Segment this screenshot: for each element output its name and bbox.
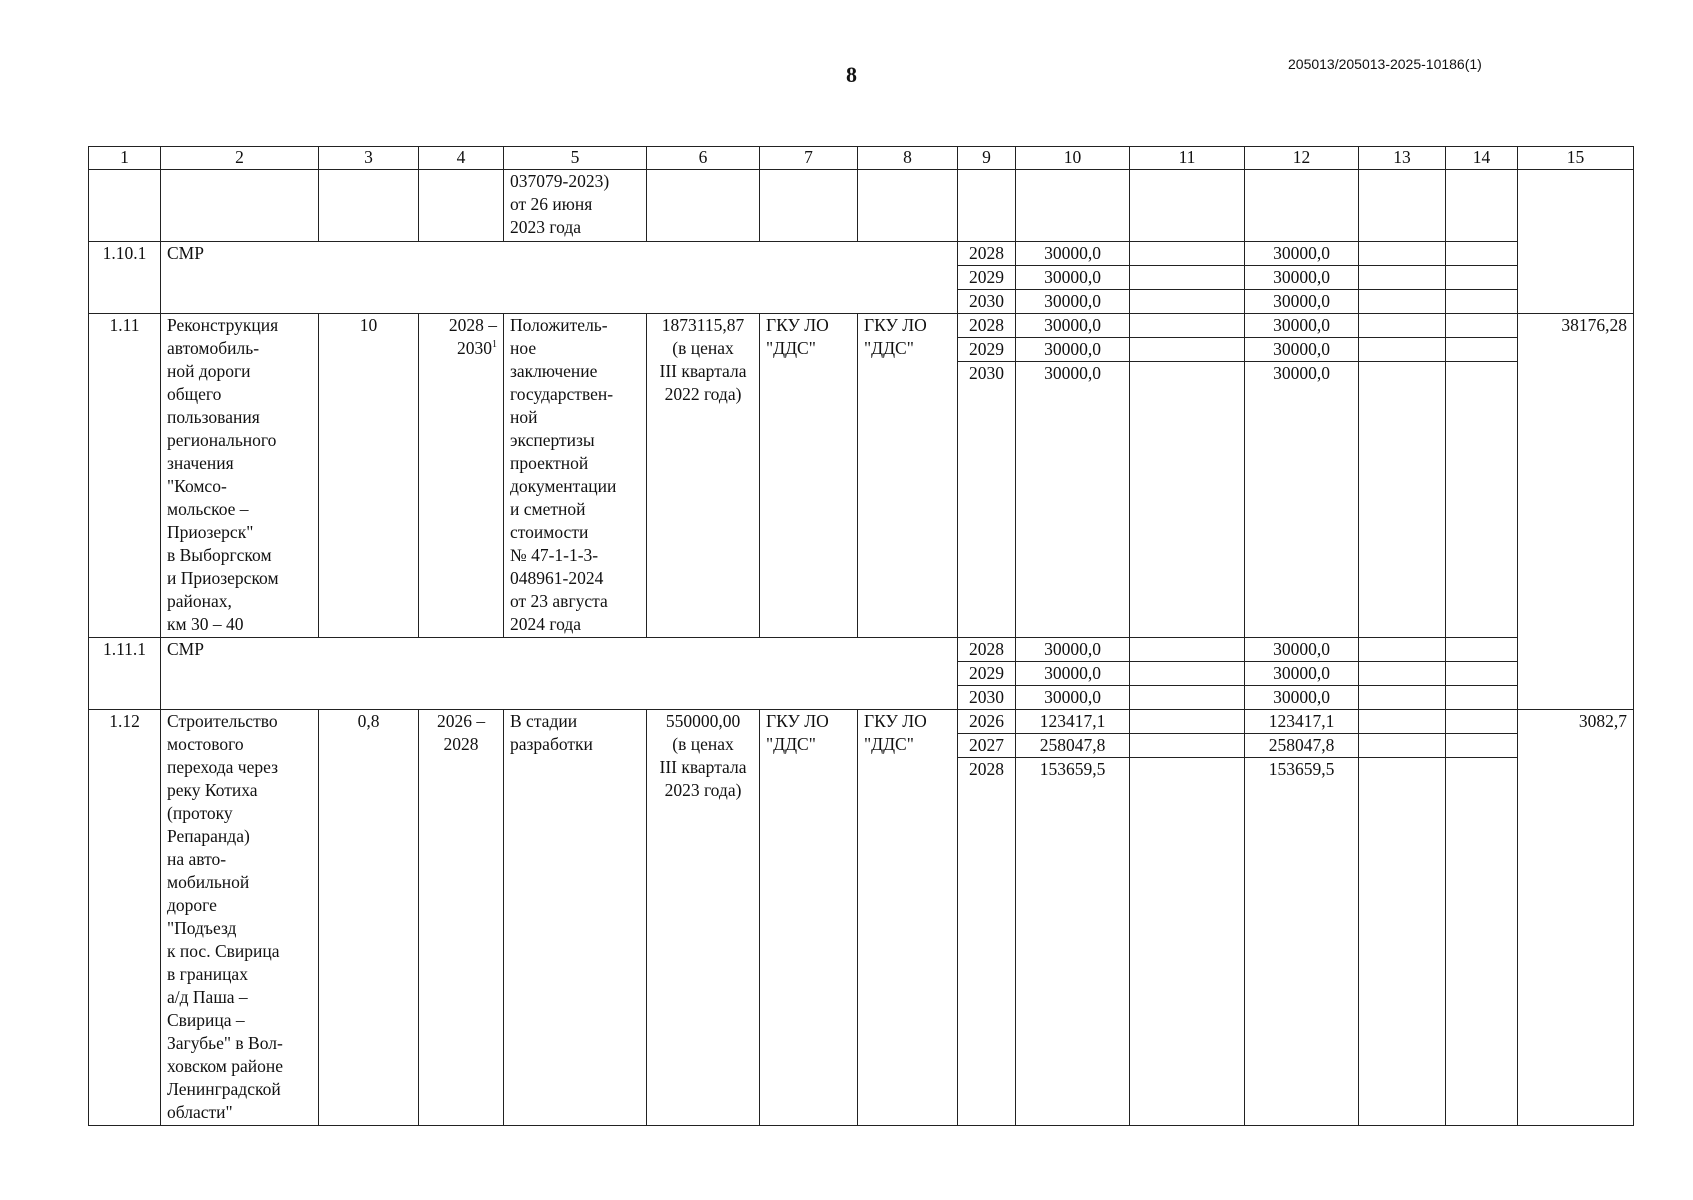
value-cell: 258047,8	[1245, 734, 1359, 758]
cell	[1446, 242, 1518, 266]
header-cell: 2	[161, 147, 319, 170]
text-line: "ДДС"	[766, 734, 816, 754]
cell	[858, 170, 958, 242]
cell	[1130, 662, 1245, 686]
year-cell: 2027	[958, 734, 1016, 758]
value-cell: 123417,1	[1245, 710, 1359, 734]
text-line: "ДДС"	[864, 734, 914, 754]
continued-conclusion	[504, 170, 647, 242]
header-cell: 8	[858, 147, 958, 170]
value-cell: 30000,0	[1016, 242, 1130, 266]
value-cell: 30000,0	[1016, 266, 1130, 290]
text-line: в Выборгском	[167, 545, 272, 565]
text-line: автомобиль-	[167, 338, 260, 358]
value-cell: 258047,8	[1016, 734, 1130, 758]
estimated-cost	[647, 710, 760, 1126]
period-end: 2028	[443, 734, 479, 754]
cell	[958, 170, 1016, 242]
text-line: документации	[510, 476, 617, 496]
cell	[760, 170, 858, 242]
text-line: ГКУ ЛО	[766, 315, 829, 335]
text-line: "ДДС"	[766, 338, 816, 358]
capacity-value: 0,8	[319, 710, 419, 1126]
value-cell: 153659,5	[1016, 758, 1130, 1126]
header-cell: 14	[1446, 147, 1518, 170]
header-cell: 7	[760, 147, 858, 170]
text-line: ГКУ ЛО	[864, 711, 927, 731]
table-row	[89, 242, 1634, 266]
header-cell: 3	[319, 147, 419, 170]
customer-cell	[760, 710, 858, 1126]
cell	[1446, 734, 1518, 758]
developer-cell	[858, 314, 958, 638]
continuation-row	[89, 170, 1634, 242]
value-cell: 3082,7	[1518, 710, 1634, 1126]
text-line: 550000,00	[665, 711, 741, 731]
value-cell: 30000,0	[1245, 290, 1359, 314]
header-row	[89, 147, 1634, 170]
text-line: значения	[167, 453, 234, 473]
text-line: области"	[167, 1102, 233, 1122]
period-cell	[419, 710, 504, 1126]
text-line: и сметной	[510, 499, 586, 519]
cell	[1359, 266, 1446, 290]
text-line: (в ценах	[672, 734, 734, 754]
object-name	[161, 710, 319, 1126]
text-line: "Комсо-	[167, 476, 227, 496]
text-line: 1873115,87	[661, 315, 745, 335]
year-cell: 2029	[958, 338, 1016, 362]
text-line: разработки	[510, 734, 593, 754]
estimated-cost	[647, 314, 760, 638]
text-line: III квартала	[659, 361, 747, 381]
expertise-conclusion	[504, 710, 647, 1126]
cell	[1446, 170, 1518, 242]
year-cell: 2028	[958, 314, 1016, 338]
text-line: а/д Паша –	[167, 987, 248, 1007]
cell	[1130, 170, 1245, 242]
header-cell: 15	[1518, 147, 1634, 170]
item-number: 1.10.1	[89, 242, 161, 314]
value-cell: 30000,0	[1245, 362, 1359, 638]
text-line: 2022 года)	[664, 384, 742, 404]
text-line: ГКУ ЛО	[864, 315, 927, 335]
text-line: заключение	[510, 361, 598, 381]
year-cell: 2028	[958, 758, 1016, 1126]
value-cell: 30000,0	[1016, 362, 1130, 638]
period-cell	[419, 314, 504, 638]
footnote-mark: 1	[492, 339, 497, 351]
text-line: (протоку	[167, 803, 233, 823]
cell	[1359, 662, 1446, 686]
header-cell: 13	[1359, 147, 1446, 170]
cell	[1359, 338, 1446, 362]
cell	[419, 170, 504, 242]
page-number: 8	[846, 62, 857, 87]
text-line: стоимости	[510, 522, 589, 542]
cell	[1446, 662, 1518, 686]
year-cell: 2029	[958, 266, 1016, 290]
text-line: и Приозерском	[167, 568, 279, 588]
cell	[1446, 710, 1518, 734]
text-line: Репаранда)	[167, 826, 250, 846]
cell	[1130, 266, 1245, 290]
program-table	[88, 146, 1634, 1126]
cell	[1130, 710, 1245, 734]
text-line: Загубье" в Вол-	[167, 1033, 283, 1053]
value-cell: 30000,0	[1016, 290, 1130, 314]
item-number: 1.12	[89, 710, 161, 1126]
value-cell: 153659,5	[1245, 758, 1359, 1126]
text-line: регионального	[167, 430, 277, 450]
cell	[1446, 758, 1518, 1126]
text-line: В стадии	[510, 711, 578, 731]
text-line: Ленинградской	[167, 1079, 281, 1099]
text-line: ГКУ ЛО	[766, 711, 829, 731]
cell	[1130, 362, 1245, 638]
cell	[1130, 686, 1245, 710]
cell	[1130, 734, 1245, 758]
text-line: Положитель-	[510, 315, 608, 335]
text-line: экспертизы	[510, 430, 595, 450]
text-line: общего	[167, 384, 222, 404]
cell	[647, 170, 760, 242]
value-cell: 38176,28	[1518, 314, 1634, 710]
customer-cell	[760, 314, 858, 638]
text-line: мольское –	[167, 499, 249, 519]
year-cell: 2030	[958, 362, 1016, 638]
cell	[1446, 266, 1518, 290]
year-cell: 2028	[958, 638, 1016, 662]
header-cell: 6	[647, 147, 760, 170]
cell	[1359, 686, 1446, 710]
text-line: на авто-	[167, 849, 227, 869]
cell	[1446, 314, 1518, 338]
cell	[1359, 314, 1446, 338]
header-cell: 1	[89, 147, 161, 170]
text-line: 048961-2024	[510, 568, 604, 588]
header-cell: 4	[419, 147, 504, 170]
value-cell: 30000,0	[1245, 242, 1359, 266]
text-line: мобильной	[167, 872, 250, 892]
period-end-year: 2030	[457, 338, 492, 358]
object-name	[161, 314, 319, 638]
cell	[161, 170, 319, 242]
text-line: (в ценах	[672, 338, 734, 358]
text-line: III квартала	[659, 757, 747, 777]
value-cell: 30000,0	[1245, 638, 1359, 662]
cell	[1359, 758, 1446, 1126]
cell	[1130, 314, 1245, 338]
item-label: СМР	[161, 638, 958, 710]
value-cell: 30000,0	[1016, 662, 1130, 686]
cell	[1130, 338, 1245, 362]
text-line: 2023 года)	[664, 780, 742, 800]
cell	[1130, 290, 1245, 314]
period-end	[425, 337, 497, 360]
value-cell: 30000,0	[1245, 314, 1359, 338]
cell	[1245, 170, 1359, 242]
text-line: перехода через	[167, 757, 279, 777]
cell	[1130, 758, 1245, 1126]
text-line: "ДДС"	[864, 338, 914, 358]
year-cell: 2026	[958, 710, 1016, 734]
developer-cell	[858, 710, 958, 1126]
cell	[1359, 710, 1446, 734]
cell	[1359, 638, 1446, 662]
text-line: Реконструкция	[167, 315, 279, 335]
header-cell: 5	[504, 147, 647, 170]
table-row	[89, 314, 1634, 338]
text-line: 037079-2023)	[510, 171, 610, 191]
text-line: ное	[510, 338, 537, 358]
value-cell: 123417,1	[1016, 710, 1130, 734]
text-line: 2023 года	[510, 217, 582, 237]
cell	[319, 170, 419, 242]
header-cell: 12	[1245, 147, 1359, 170]
table-row	[89, 710, 1634, 734]
text-line: пользования	[167, 407, 260, 427]
cell	[1446, 362, 1518, 638]
value-cell: 30000,0	[1245, 338, 1359, 362]
table-row	[89, 638, 1634, 662]
item-number: 1.11.1	[89, 638, 161, 710]
value-cell: 30000,0	[1016, 314, 1130, 338]
cell	[1359, 362, 1446, 638]
period-start: 2026 –	[436, 711, 486, 731]
item-label: СМР	[161, 242, 958, 314]
value-cell: 30000,0	[1245, 686, 1359, 710]
text-line: ховском районе	[167, 1056, 284, 1076]
text-line: от 26 июня	[510, 194, 593, 214]
cell	[1359, 734, 1446, 758]
text-line: реку Котиха	[167, 780, 258, 800]
year-cell: 2029	[958, 662, 1016, 686]
text-line: Приозерск"	[167, 522, 254, 542]
text-line: проектной	[510, 453, 589, 473]
expertise-conclusion	[504, 314, 647, 638]
text-line: дороге	[167, 895, 217, 915]
capacity-value: 10	[319, 314, 419, 638]
cell	[89, 170, 161, 242]
value-cell: 30000,0	[1245, 662, 1359, 686]
cell	[1518, 170, 1634, 314]
cell	[1359, 242, 1446, 266]
item-number: 1.11	[89, 314, 161, 638]
cell	[1446, 638, 1518, 662]
text-line: от 23 августа	[510, 591, 608, 611]
text-line: в границах	[167, 964, 248, 984]
text-line: 2024 года	[510, 614, 582, 634]
text-line: к пос. Свирица	[167, 941, 280, 961]
value-cell: 30000,0	[1016, 338, 1130, 362]
text-line: ной дороги	[167, 361, 251, 381]
cell	[1016, 170, 1130, 242]
header-cell: 11	[1130, 147, 1245, 170]
period-start: 2028 –	[448, 315, 497, 335]
value-cell: 30000,0	[1016, 638, 1130, 662]
text-line: "Подъезд	[167, 918, 237, 938]
cell	[1359, 170, 1446, 242]
text-line: № 47-1-1-3-	[510, 545, 599, 565]
value-cell: 30000,0	[1245, 266, 1359, 290]
cell	[1130, 638, 1245, 662]
cell	[1130, 242, 1245, 266]
text-line: Строительство	[167, 711, 278, 731]
text-line: мостового	[167, 734, 244, 754]
cell	[1359, 290, 1446, 314]
cell	[1446, 338, 1518, 362]
header-cell: 10	[1016, 147, 1130, 170]
value-cell: 30000,0	[1016, 686, 1130, 710]
text-line: государствен-	[510, 384, 614, 404]
text-line: км 30 – 40	[167, 614, 244, 634]
cell	[1446, 290, 1518, 314]
text-line: районах,	[167, 591, 232, 611]
year-cell: 2030	[958, 290, 1016, 314]
year-cell: 2030	[958, 686, 1016, 710]
header-cell: 9	[958, 147, 1016, 170]
year-cell: 2028	[958, 242, 1016, 266]
text-line: Свирица –	[167, 1010, 245, 1030]
text-line: ной	[510, 407, 538, 427]
cell	[1446, 686, 1518, 710]
document-id: 205013/205013-2025-10186(1)	[1288, 56, 1482, 72]
